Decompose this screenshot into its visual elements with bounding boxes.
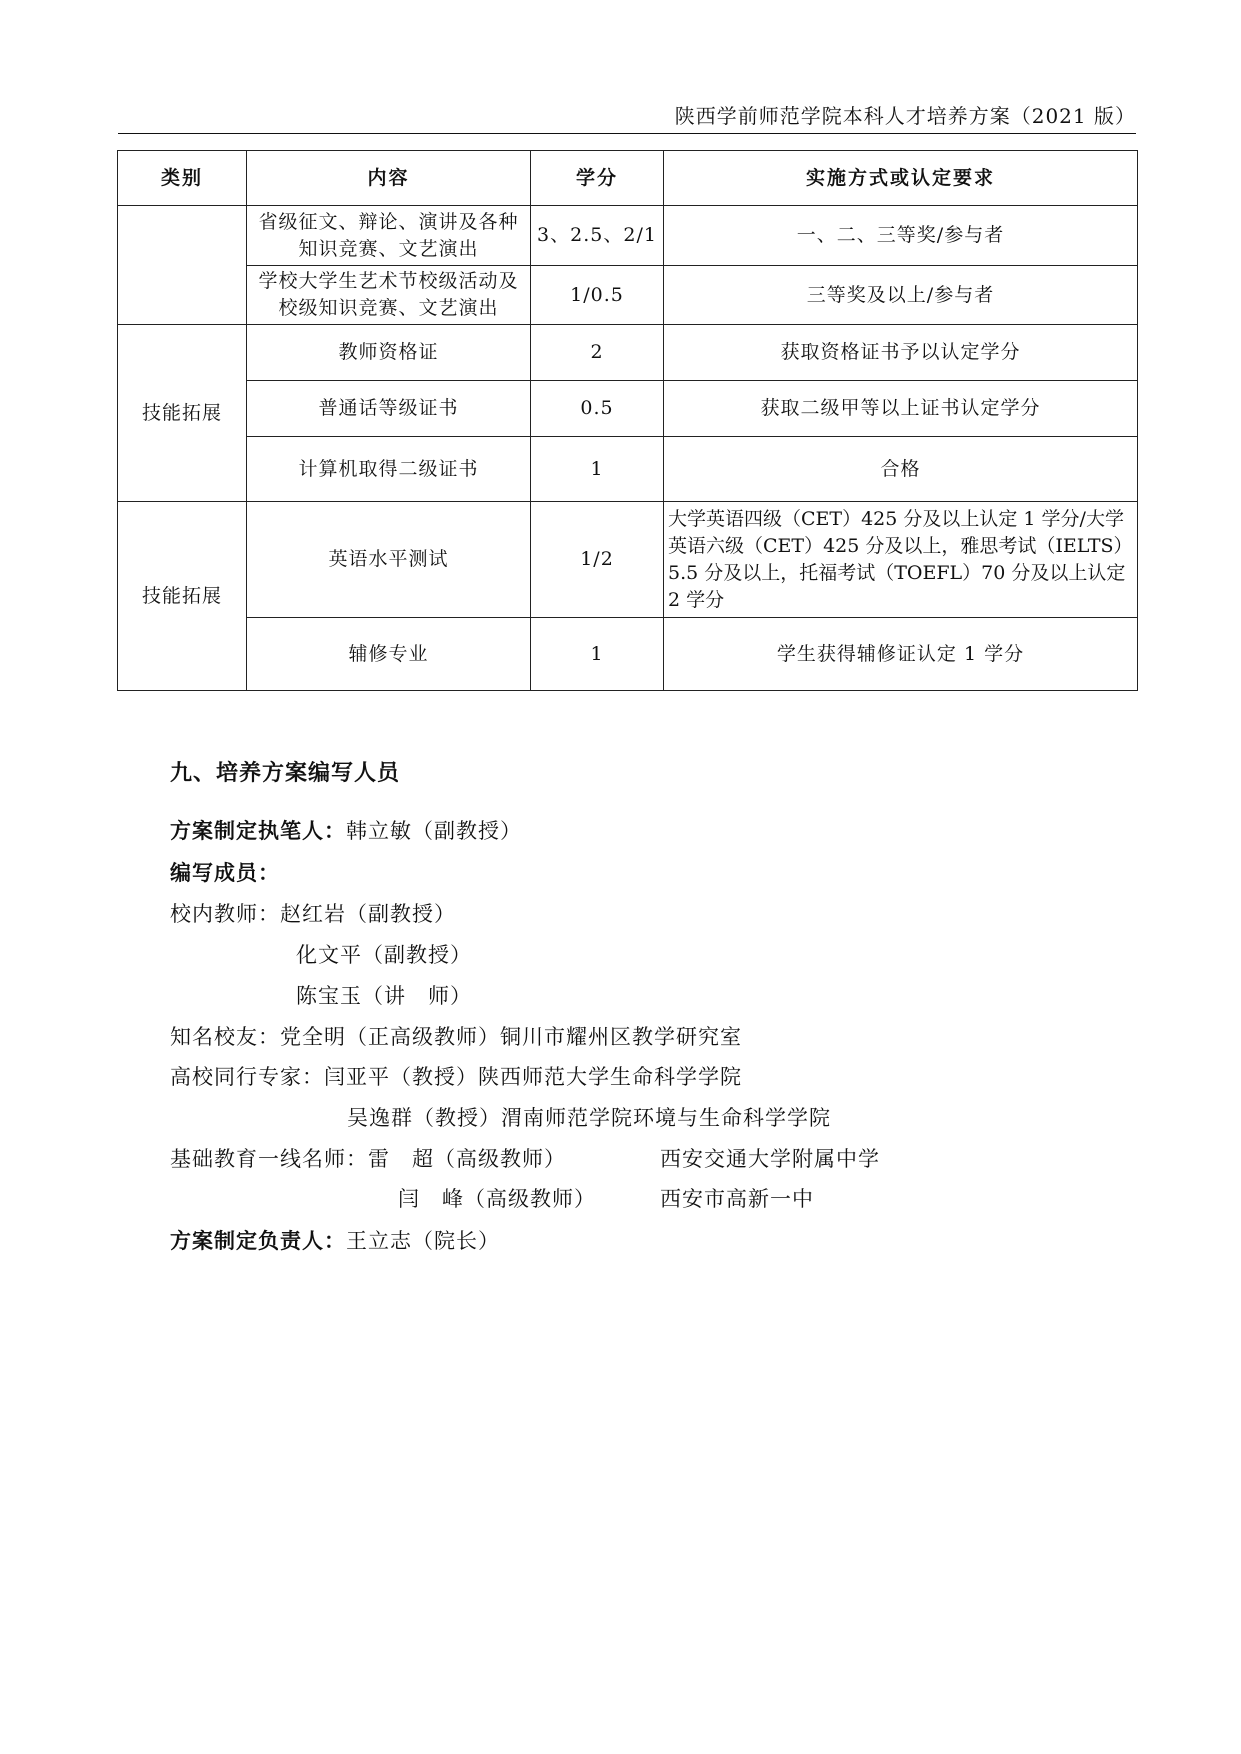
- basic-line: [170, 1143, 566, 1173]
- alumni-line: [170, 1021, 742, 1051]
- credit-cell: 1/0.5: [531, 266, 664, 325]
- content-cell: 普通话等级证书: [247, 381, 531, 437]
- section-title: 九、培养方案编写人员: [170, 761, 401, 786]
- peer-member: 闫亚平（教授）陕西师范大学生命科学学院: [324, 1065, 742, 1089]
- drafter-value: 韩立敏（副教授）: [346, 819, 522, 843]
- credit-cell: 3、2.5、2/1: [531, 206, 664, 266]
- table-row: [118, 502, 1138, 618]
- campus-label: 校内教师：: [170, 902, 280, 926]
- content-cell: 计算机取得二级证书: [247, 437, 531, 502]
- campus-line: [170, 898, 456, 928]
- content-cell: 英语水平测试: [247, 502, 531, 618]
- drafter-line: [170, 815, 522, 845]
- basic-member-org: 西安市高新一中: [660, 1187, 814, 1211]
- requirement-cell: 合格: [664, 437, 1138, 502]
- content-cell: 教师资格证: [247, 325, 531, 381]
- requirement-cell: 大学英语四级（CET）425 分及以上认定 1 学分/大学英语六级（CET）425 分及以上，雅思考试（IELTS）5.5 分及以上，托福考试（TOEFL）70 分及以上认定 2 学分: [664, 502, 1138, 618]
- requirement-cell: 获取二级甲等以上证书认定学分: [664, 381, 1138, 437]
- basic-member-org: 西安交通大学附属中学: [660, 1147, 880, 1171]
- campus-member: 化文平（副教授）: [296, 943, 472, 967]
- credit-requirements-table: [117, 150, 1138, 691]
- leader-label: 方案制定负责人：: [170, 1229, 346, 1253]
- peer-label: 高校同行专家：: [170, 1065, 324, 1089]
- category-cell: 技能拓展: [118, 325, 247, 502]
- table-row: [118, 437, 1138, 502]
- page-header-title: 陕西学前师范学院本科人才培养方案（2021 版）: [674, 104, 1136, 128]
- table-row: [118, 381, 1138, 437]
- leader-line: [170, 1225, 500, 1255]
- content-cell: 省级征文、辩论、演讲及各种知识竞赛、文艺演出: [247, 206, 531, 266]
- leader-value: 王立志（院长）: [346, 1229, 500, 1253]
- credit-cell: 0.5: [531, 381, 664, 437]
- table-header-row: [118, 151, 1138, 206]
- basic-member-name: 闫 峰（高级教师）: [398, 1187, 596, 1211]
- credit-cell: 1: [531, 437, 664, 502]
- header-category: 类别: [118, 151, 247, 206]
- credit-cell: 2: [531, 325, 664, 381]
- category-cell: [118, 206, 247, 325]
- header-content: 内容: [247, 151, 531, 206]
- category-cell: 技能拓展: [118, 502, 247, 691]
- table-row: [118, 266, 1138, 325]
- header-credit: 学分: [531, 151, 664, 206]
- requirement-cell: 学生获得辅修证认定 1 学分: [664, 618, 1138, 691]
- peer-line: [170, 1061, 742, 1091]
- header-rule: [118, 133, 1136, 134]
- alumni-label: 知名校友：: [170, 1025, 280, 1049]
- campus-member: 赵红岩（副教授）: [280, 902, 456, 926]
- content-cell: 辅修专业: [247, 618, 531, 691]
- table-row: [118, 618, 1138, 691]
- table-row: [118, 206, 1138, 266]
- alumni-member: 党全明（正高级教师）铜川市耀州区教学研究室: [280, 1025, 742, 1049]
- basic-label: 基础教育一线名师：: [170, 1147, 368, 1171]
- basic-member-name: 雷 超（高级教师）: [368, 1147, 566, 1171]
- members-label: 编写成员：: [170, 861, 280, 885]
- peer-member: 吴逸群（教授）渭南师范学院环境与生命科学学院: [347, 1106, 831, 1130]
- drafter-label: 方案制定执笔人：: [170, 819, 346, 843]
- requirement-cell: 一、二、三等奖/参与者: [664, 206, 1138, 266]
- campus-member: 陈宝玉（讲 师）: [296, 984, 472, 1008]
- requirement-cell: 三等奖及以上/参与者: [664, 266, 1138, 325]
- credit-cell: 1: [531, 618, 664, 691]
- credit-cell: 1/2: [531, 502, 664, 618]
- content-cell: 学校大学生艺术节校级活动及校级知识竞赛、文艺演出: [247, 266, 531, 325]
- header-requirement: 实施方式或认定要求: [664, 151, 1138, 206]
- requirement-cell: 获取资格证书予以认定学分: [664, 325, 1138, 381]
- table-row: [118, 325, 1138, 381]
